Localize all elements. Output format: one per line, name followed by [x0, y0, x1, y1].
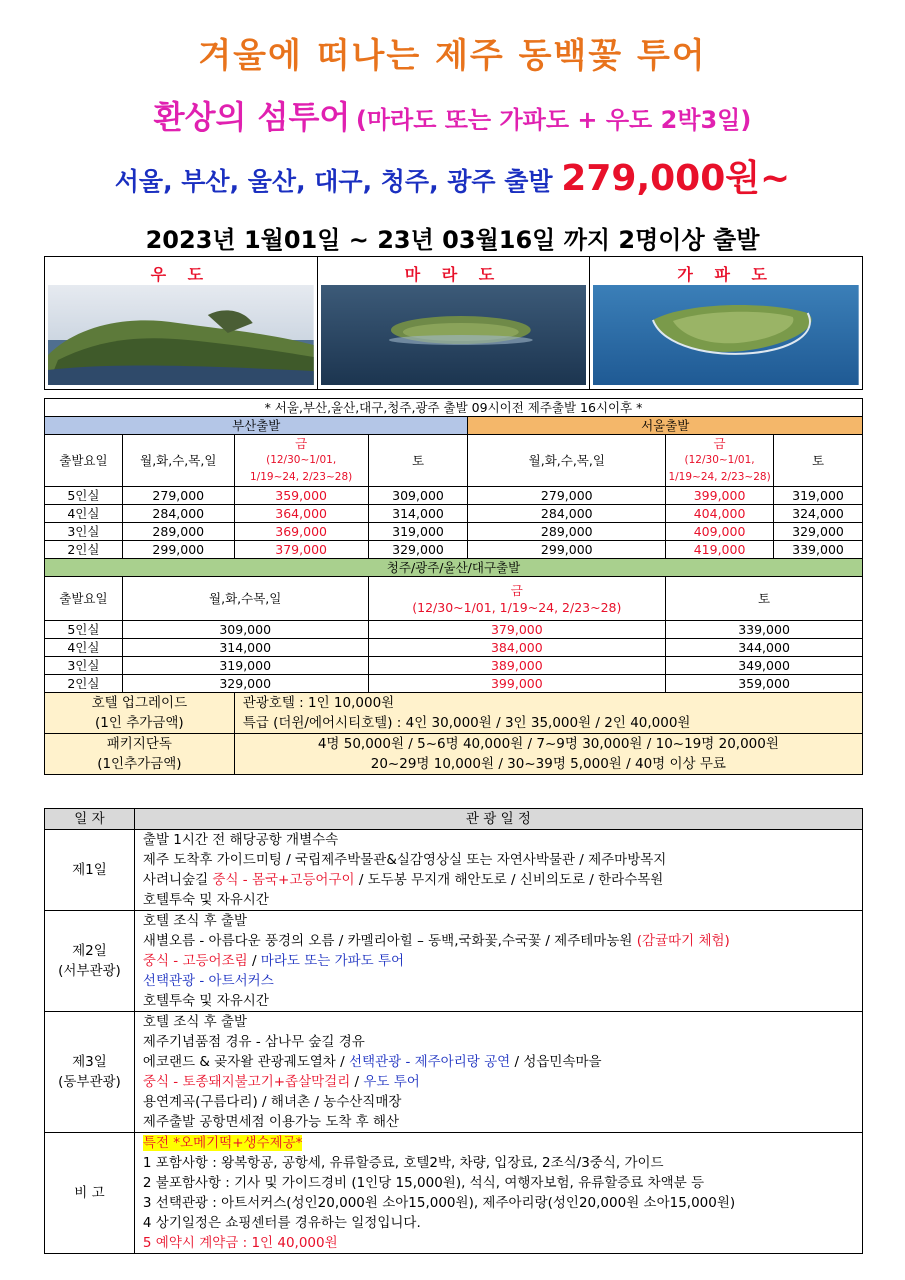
tour-subtitle — [0, 92, 905, 138]
schedule-table — [44, 808, 863, 1254]
price-cell: 319,000 — [774, 487, 863, 505]
price-cell: 299,000 — [122, 541, 234, 559]
price-cell: 309,000 — [122, 621, 368, 639]
table-row — [45, 675, 863, 693]
price-cell: 419,000 — [666, 541, 774, 559]
price-cell: 349,000 — [666, 657, 863, 675]
hotel-upgrade-row — [45, 693, 863, 734]
hotel-label-2: (1인 추가금액) — [95, 715, 184, 731]
note-line: 4 상기일정은 쇼핑센터를 경유하는 일정입니다. — [142, 1215, 421, 1231]
plan-line — [143, 931, 860, 951]
photo-label: 우 도 — [150, 265, 212, 284]
pkg-label-2: (1인추가금액) — [97, 756, 182, 772]
lunch-text: 중식 - 몸국+고등어구이 — [212, 872, 355, 888]
island-tour-text: 마라도 또는 가파도 투어 — [260, 953, 405, 969]
fri-label: 금 — [295, 436, 308, 451]
price-cell: 314,000 — [122, 639, 368, 657]
hotel-line-2: 특급 (더윈/에어시티호텔) : 4인 30,000원 / 3인 35,000원 / 2인 40,000원 — [242, 715, 691, 731]
price-cell: 364,000 — [234, 505, 368, 523]
table-row — [45, 523, 863, 541]
day-theme: (서부관광) — [58, 963, 121, 979]
tour-period: 2023년 1월01일 ~ 23년 03월16일 까지 2명이상 출발 — [145, 226, 760, 254]
notes-label: 비 고 — [45, 1133, 135, 1254]
price-cell: 309,000 — [368, 487, 468, 505]
price-cell: 339,000 — [774, 541, 863, 559]
notes-content — [134, 1133, 862, 1254]
fri-note-1: (12/30~1/01, — [266, 454, 337, 466]
seoul-header: 서울출발 — [468, 417, 863, 435]
price-cell: 379,000 — [368, 621, 666, 639]
note-line: 2 불포함사항 : 기사 및 가이드경비 (1인당 15,000원), 석식, 여행자보험, 유류할증료 차액분 등 — [142, 1175, 705, 1191]
package-row — [45, 734, 863, 775]
experience-text: (감귤따기 체험) — [636, 933, 730, 949]
plan-text: 새별오름 - 아름다운 풍경의 오름 / 카멜리아힐 – 동백,국화꽃,수국꽃 / 제주테마농원 — [142, 933, 637, 949]
seoul-weekday-header: 월,화,수,목,일 — [468, 435, 666, 487]
seoul-fri-header — [666, 435, 774, 487]
day-label: 출발요일 — [45, 577, 123, 621]
plan-text: / 도두봉 무지개 해안도로 / 신비의도로 / 한라수목원 — [354, 872, 664, 888]
price-table — [44, 398, 863, 775]
departure-line — [0, 150, 905, 201]
notes-row — [45, 1133, 863, 1254]
cj-sat-header: 토 — [666, 577, 863, 621]
cj-fri-note: (12/30~1/01, 1/19~24, 2/23~28) — [412, 599, 622, 615]
plan-line — [143, 1072, 860, 1092]
hotel-upgrade-detail — [234, 693, 862, 734]
day1-label: 제1일 — [45, 830, 135, 911]
special-offer: 특전 *오메기떡+생수제공* — [142, 1135, 303, 1151]
fri-label: 금 — [713, 436, 726, 451]
price-cell: 279,000 — [468, 487, 666, 505]
departure-notice: * 서울,부산,울산,대구,청주,광주 출발 09시이전 제주출발 16시이후 * — [45, 399, 863, 417]
price-cell: 284,000 — [122, 505, 234, 523]
photo-label: 마 라 도 — [404, 265, 503, 284]
table-row — [45, 639, 863, 657]
day-number: 제2일 — [72, 943, 107, 959]
day-label: 출발요일 — [45, 435, 123, 487]
day3-label — [45, 1012, 135, 1133]
day3-plan — [134, 1012, 862, 1133]
cj-weekday-header: 월,화,수목,일 — [122, 577, 368, 621]
table-row — [45, 541, 863, 559]
price-cell: 289,000 — [122, 523, 234, 541]
island-tour-text: 우도 투어 — [363, 1074, 420, 1090]
room-type: 3인실 — [45, 523, 123, 541]
table-row — [45, 505, 863, 523]
plan-line: 선택관광 - 아트서커스 — [142, 973, 274, 989]
subtitle-main: 환상의 섬투어 — [153, 98, 351, 136]
island-photos — [44, 256, 863, 390]
table-row — [45, 487, 863, 505]
photo-udo — [45, 257, 318, 389]
day2-plan — [134, 911, 862, 1012]
package-label — [45, 734, 235, 775]
cj-header-row — [45, 559, 863, 577]
price-cell: 329,000 — [774, 523, 863, 541]
fri-note-2: 1/19~24, 2/23~28) — [668, 471, 771, 483]
hotel-label-1: 호텔 업그레이드 — [91, 695, 188, 711]
hotel-upgrade-label — [45, 693, 235, 734]
cj-header: 청주/광주/울산/대구출발 — [45, 559, 863, 577]
busan-header: 부산출발 — [45, 417, 468, 435]
pkg-label-1: 패키지단독 — [106, 736, 172, 752]
hotel-line-1: 관광호텔 : 1인 10,000원 — [242, 695, 395, 711]
price-cell: 384,000 — [368, 639, 666, 657]
lunch-text: 중식 - 고등어조림 — [142, 953, 248, 969]
note-line: 1 포함사항 : 왕복항공, 공항세, 유류할증료, 호텔2박, 차량, 입장료, 2조식/3중식, 가이드 — [142, 1155, 664, 1171]
price-cell: 404,000 — [666, 505, 774, 523]
plan-line — [143, 870, 860, 890]
price-cell: 379,000 — [234, 541, 368, 559]
pkg-line-2: 20~29명 10,000원 / 30~39명 5,000원 / 40명 이상 무료 — [370, 756, 726, 772]
deposit-note: 5 예약시 계약금 : 1인 40,000원 — [142, 1235, 338, 1251]
plan-text: / — [350, 1074, 364, 1090]
day1-row — [45, 830, 863, 911]
room-type: 2인실 — [45, 541, 123, 559]
price-cell: 319,000 — [122, 657, 368, 675]
plan-line: 호텔 조식 후 출발 — [142, 913, 248, 929]
plan-text: 에코랜드 & 곶자왈 관광궤도열차 / — [142, 1054, 349, 1070]
price-cell: 284,000 — [468, 505, 666, 523]
start-price: 279,000원~ — [561, 158, 791, 199]
room-type: 4인실 — [45, 505, 123, 523]
price-cell: 324,000 — [774, 505, 863, 523]
price-cell: 339,000 — [666, 621, 863, 639]
col-day: 일 자 — [45, 809, 135, 830]
origin-header-row — [45, 417, 863, 435]
price-cell: 409,000 — [666, 523, 774, 541]
price-cell: 359,000 — [234, 487, 368, 505]
plan-line — [143, 1052, 860, 1072]
photo-marado — [318, 257, 591, 389]
room-type: 2인실 — [45, 675, 123, 693]
day3-row — [45, 1012, 863, 1133]
day-theme: (동부관광) — [58, 1074, 121, 1090]
day1-plan — [134, 830, 862, 911]
seoul-sat-header: 토 — [774, 435, 863, 487]
room-type: 4인실 — [45, 639, 123, 657]
price-cell: 279,000 — [122, 487, 234, 505]
plan-line: 호텔투숙 및 자유시간 — [142, 892, 269, 908]
plan-text: / 성읍민속마을 — [510, 1054, 602, 1070]
fri-note-2: 1/19~24, 2/23~28) — [250, 471, 353, 483]
notice-row — [45, 399, 863, 417]
price-cell: 314,000 — [368, 505, 468, 523]
plan-text: 사려니숲길 — [142, 872, 213, 888]
table-row — [45, 621, 863, 639]
photo-label: 가 파 도 — [677, 265, 775, 284]
price-cell: 399,000 — [368, 675, 666, 693]
price-cell: 359,000 — [666, 675, 863, 693]
busan-sat-header: 토 — [368, 435, 468, 487]
price-cell: 329,000 — [122, 675, 368, 693]
plan-text: / — [247, 953, 261, 969]
plan-line — [143, 951, 860, 971]
col-plan: 관 광 일 정 — [134, 809, 862, 830]
cj-fri-header — [368, 577, 666, 621]
fri-label: 금 — [510, 582, 523, 598]
busan-weekday-header: 월,화,수,목,일 — [122, 435, 234, 487]
price-cell: 369,000 — [234, 523, 368, 541]
lunch-text: 중식 - 토종돼지불고기+좁살막걸리 — [142, 1074, 351, 1090]
subtitle-sub: (마라도 또는 가파도 + 우도 2박3일) — [355, 106, 752, 134]
busan-fri-header — [234, 435, 368, 487]
plan-line: 호텔투숙 및 자유시간 — [142, 993, 269, 1009]
plan-line: 제주 도착후 가이드미팅 / 국립제주박물관&실감영상실 또는 자연사박물관 / 제주마방목지 — [142, 852, 667, 868]
price-cell: 329,000 — [368, 541, 468, 559]
day-number: 제3일 — [72, 1054, 107, 1070]
note-line: 3 선택관광 : 아트서커스(성인20,000원 소아15,000원), 제주아리랑(성인20,000원 소아15,000원) — [142, 1195, 736, 1211]
price-cell: 344,000 — [666, 639, 863, 657]
room-type: 5인실 — [45, 621, 123, 639]
plan-line — [143, 1133, 860, 1153]
day-header-row — [45, 435, 863, 487]
photo-gapado — [590, 257, 862, 389]
fri-note-1: (12/30~1/01, — [684, 454, 755, 466]
schedule-header-row — [45, 809, 863, 830]
pkg-line-1: 4명 50,000원 / 5~6명 40,000원 / 7~9명 30,000원 / 10~19명 20,000원 — [317, 736, 779, 752]
price-cell: 319,000 — [368, 523, 468, 541]
plan-line: 제주기념품점 경유 - 삼나무 숲길 경유 — [142, 1034, 365, 1050]
page-title: 겨울에 떠나는 제주 동백꽃 투어 — [198, 36, 707, 76]
price-cell: 399,000 — [666, 487, 774, 505]
plan-line: 제주출발 공항면세점 이용가능 도착 후 해산 — [142, 1114, 400, 1130]
departure-cities: 서울, 부산, 울산, 대구, 청주, 광주 출발 — [114, 167, 553, 196]
day2-label — [45, 911, 135, 1012]
price-cell: 299,000 — [468, 541, 666, 559]
table-row — [45, 657, 863, 675]
optional-tour-text: 선택관광 - 제주아리랑 공연 — [348, 1054, 511, 1070]
plan-line: 용연계곡(구름다리) / 해녀촌 / 농수산직매장 — [142, 1094, 402, 1110]
package-detail — [234, 734, 862, 775]
plan-line: 출발 1시간 전 해당공항 개별수속 — [142, 832, 339, 848]
cj-day-header-row — [45, 577, 863, 621]
price-cell: 289,000 — [468, 523, 666, 541]
plan-line: 호텔 조식 후 출발 — [142, 1014, 248, 1030]
room-type: 3인실 — [45, 657, 123, 675]
price-cell: 389,000 — [368, 657, 666, 675]
day2-row — [45, 911, 863, 1012]
marado-island-image — [321, 285, 587, 385]
room-type: 5인실 — [45, 487, 123, 505]
gapado-island-image — [593, 285, 859, 385]
udo-island-image — [48, 285, 314, 385]
